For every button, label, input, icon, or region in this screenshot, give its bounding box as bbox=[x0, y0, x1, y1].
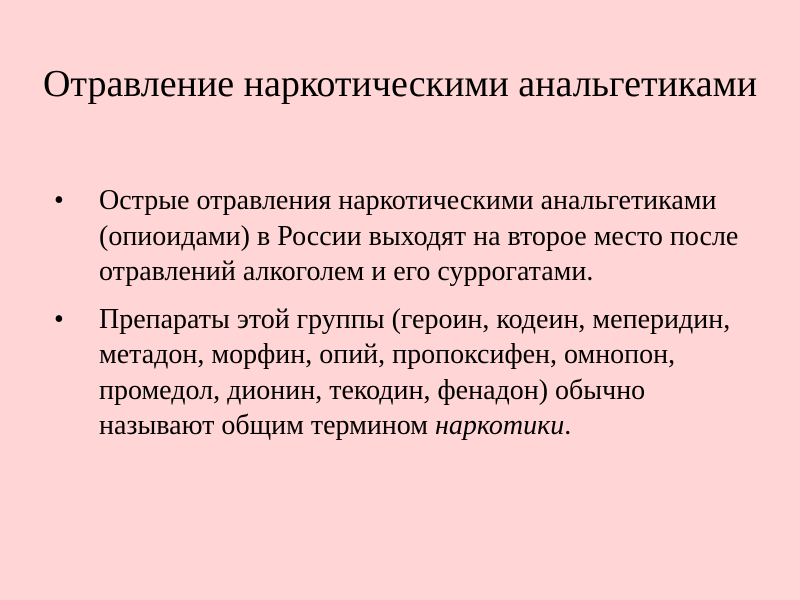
bullet-text-end: . bbox=[564, 410, 572, 441]
bullet-list bbox=[54, 183, 754, 456]
slide-title: Отравление наркотическими анальгетиками bbox=[42, 63, 758, 105]
bullet-item-drug-group bbox=[54, 302, 754, 444]
bullet-text: Препараты этой группы (героин, кодеин, меперидин, метадон, морфин, опий, пропоксифен, омнопон, промедол, дионин, текодин, фенадон) обычно называют общим термином bbox=[99, 303, 731, 441]
bullet-icon: • bbox=[54, 303, 64, 335]
bullet-text: Острые отравления наркотическими анальгетиками (опиоидами) в России выходят на второе место после отравлений алкоголем и его суррогатами. bbox=[99, 185, 739, 287]
bullet-icon: • bbox=[54, 185, 64, 216]
emphasized-term: наркотики bbox=[434, 410, 565, 441]
bullet-item-poisoning-stats bbox=[54, 183, 754, 290]
